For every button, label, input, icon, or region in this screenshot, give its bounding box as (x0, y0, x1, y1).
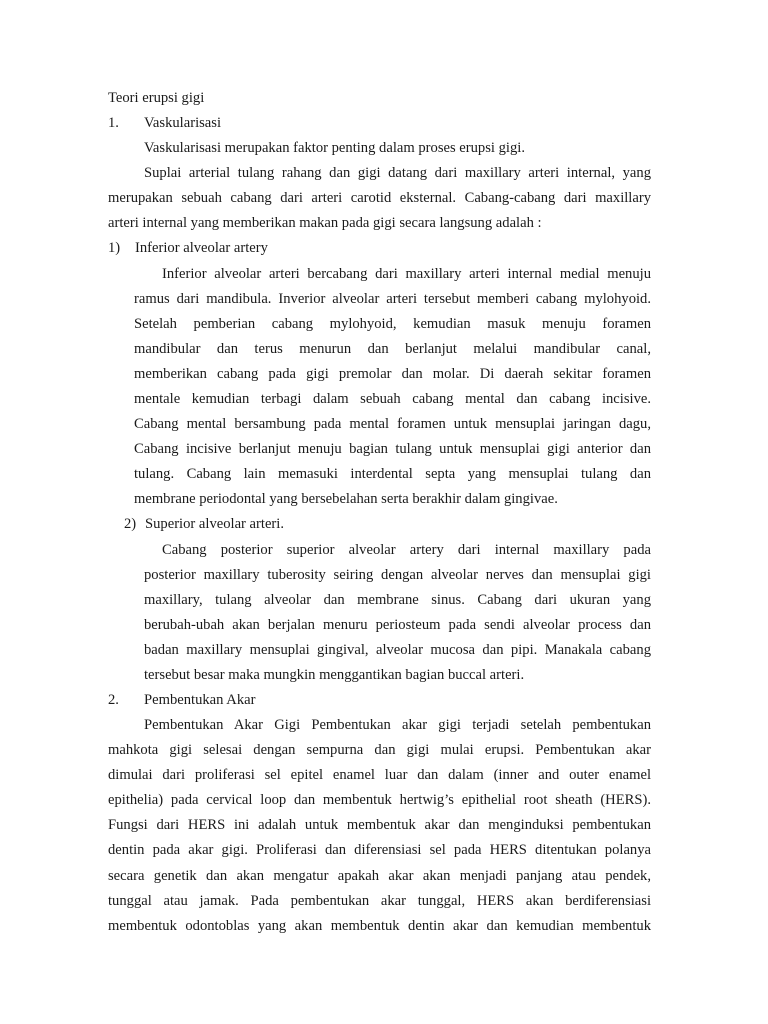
paragraph-line: merupakan sebuah cabang dari arteri carotid eksternal. Cabang-cabang dari maxillary (108, 190, 651, 206)
paragraph-line: mentale kemudian terbagi dalam sebuah cabang mental dan cabang incisive. (134, 391, 651, 407)
paragraph-line: tulang. Cabang lain memasuki interdental septa yang mensuplai tulang dan (134, 466, 651, 482)
paragraph-line: Suplai arterial tulang rahang dan gigi datang dari maxillary arteri internal, yang (144, 165, 651, 181)
paragraph-line: Cabang mental bersambung pada mental foramen untuk mensuplai jaringan dagu, (134, 416, 651, 432)
section-number: 1. (108, 115, 119, 131)
paragraph-line: tunggal atau jamak. Pada pembentukan akar tunggal, HERS akan berdiferensiasi (108, 893, 651, 909)
paragraph-line: badan maxillary mensuplai gingival, alveolar mucosa dan pipi. Manakala cabang (144, 642, 651, 658)
paragraph-line: ramus dari mandibula. Inverior alveolar arteri tersebut memberi cabang mylohyoid. (134, 291, 651, 307)
paragraph-line: maxillary, tulang alveolar dan membrane sinus. Cabang dari ukuran yang (144, 592, 651, 608)
paragraph-line: berubah-ubah akan berjalan menuru periosteum pada sendi alveolar process dan (144, 617, 651, 633)
paragraph-line: dentin pada akar gigi. Proliferasi dan diferensiasi sel pada HERS ditentukan polanya (108, 842, 651, 858)
paragraph-line: mandibular dan terus menurun dan berlanjut melalui mandibular canal, (134, 341, 651, 357)
paragraph-line: membrane periodontal yang bersebelahan serta berakhir dalam gingivae. (134, 491, 558, 507)
paragraph-line: Cabang posterior superior alveolar artery dari internal maxillary pada (162, 542, 651, 558)
section-heading: Pembentukan Akar (144, 692, 256, 708)
paragraph-line: tersebut besar maka mungkin menggantikan bagian buccal arteri. (144, 667, 525, 683)
subsection-heading: Superior alveolar arteri. (145, 516, 284, 532)
paragraph-line: posterior maxillary tuberosity seiring dengan alveolar nerves dan mensuplai gigi (144, 567, 651, 583)
paragraph-line: membentuk odontoblas yang akan membentuk dentin akar dan kemudian membentuk (108, 918, 651, 934)
paragraph-line: arteri internal yang memberikan makan pada gigi secara langsung adalah : (108, 215, 542, 231)
subsection-number: 2) (124, 516, 137, 532)
section-number: 2. (108, 692, 119, 708)
paragraph-line: Setelah pemberian cabang mylohyoid, kemudian masuk menuju foramen (134, 316, 651, 332)
subsection-heading: Inferior alveolar artery (135, 240, 268, 256)
paragraph-line: Fungsi dari HERS ini adalah untuk membentuk akar dan menginduksi pembentukan (108, 817, 651, 833)
section-heading: Vaskularisasi (144, 115, 222, 131)
paragraph-line: mahkota gigi selesai dengan sempurna dan gigi mulai erupsi. Pembentukan akar (108, 742, 651, 758)
paragraph-line: Inferior alveolar arteri bercabang dari maxillary arteri internal medial menuju (162, 266, 651, 282)
document-title: Teori erupsi gigi (108, 90, 205, 106)
paragraph-line: Pembentukan Akar Gigi Pembentukan akar gigi terjadi setelah pembentukan (144, 717, 651, 733)
paragraph-line: Cabang incisive berlanjut menuju bagian tulang untuk mensuplai gigi anterior dan (134, 441, 651, 457)
paragraph-line: memberikan cabang pada gigi premolar dan molar. Di daerah sekitar foramen (134, 366, 651, 382)
paragraph-line: Vaskularisasi merupakan faktor penting dalam proses erupsi gigi. (144, 140, 525, 156)
subsection-number: 1) (108, 240, 121, 256)
paragraph-line: epithelia) pada cervical loop dan membentuk hertwig’s epithelial root sheath (HERS). (108, 792, 651, 808)
paragraph-line: secara genetik dan akan mengatur apakah akar akan menjadi panjang atau pendek, (108, 868, 651, 884)
paragraph-line: dimulai dari proliferasi sel epitel enamel luar dan dalam (inner and outer enamel (108, 767, 651, 783)
